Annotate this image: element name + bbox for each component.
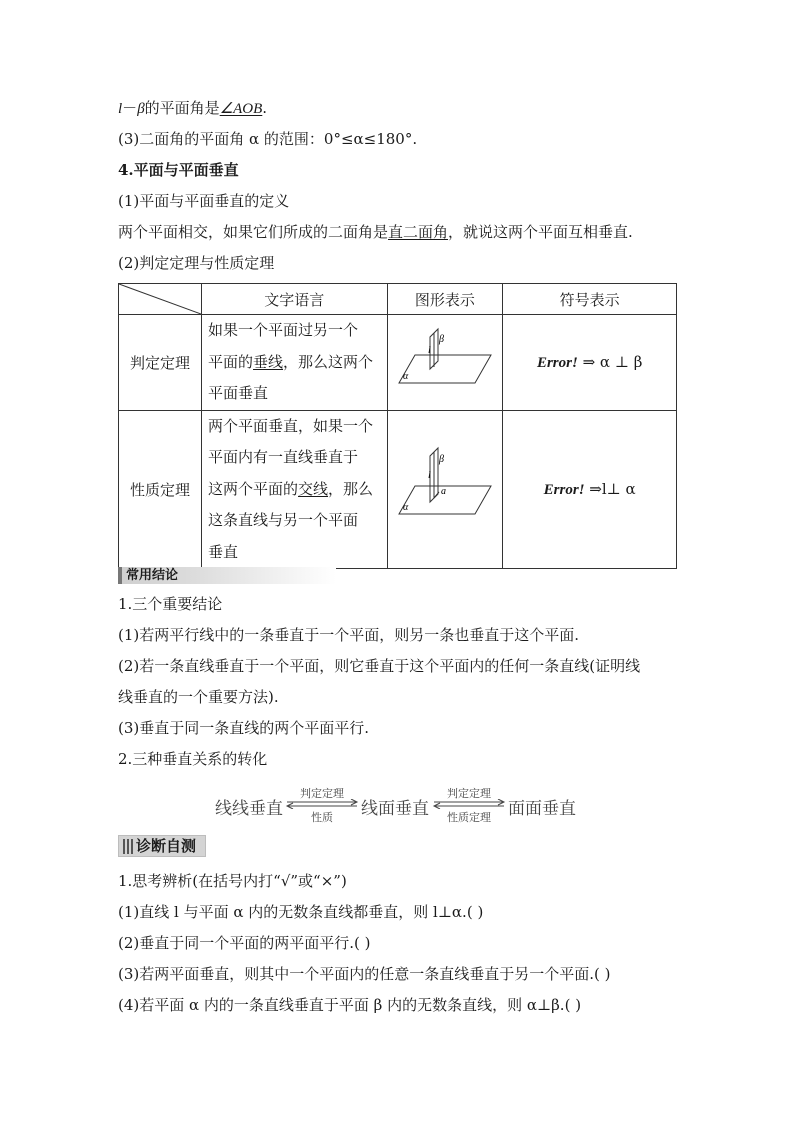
criterion-symbol: [503, 315, 677, 411]
conclusions-heading-2: 2.三种垂直关系的转化: [118, 750, 268, 768]
diagnostic-test-bar: [118, 835, 206, 857]
text-line: 平面内有一直线垂直于: [208, 448, 359, 466]
question-4: (4)若平面 α 内的一条直线垂直于平面 β 内的无数条直线，则 α⊥β.( ): [118, 996, 582, 1014]
fig-label: l: [427, 345, 431, 357]
question-1: (1)直线 l 与平面 α 内的无数条直线都垂直，则 l⊥α.( ): [118, 903, 484, 921]
conclusion-2b: 线垂直的一个重要方法).: [118, 688, 279, 706]
minus: －: [122, 99, 138, 117]
fig-label: α: [402, 371, 409, 383]
conclusion-1: (1)若两平行线中的一条垂直于一个平面，则另一条也垂直于这个平面.: [118, 626, 580, 644]
text-line: 这条直线与另一个平面: [208, 511, 359, 529]
row-label-criterion: 判定定理: [119, 315, 202, 411]
text-seg: 平面的: [208, 352, 254, 371]
property-symbol: [503, 410, 677, 569]
property-text: [202, 410, 388, 569]
text-line: [208, 347, 381, 379]
criterion-figure: [387, 315, 503, 411]
arrow-1-bottom-label: 性质: [311, 811, 333, 824]
arrow-1-top-label: 判定定理: [300, 787, 344, 800]
question-2: (2)垂直于同一个平面的两平面平行.( ): [118, 934, 371, 952]
corner-cell: [119, 284, 202, 315]
common-conclusions-bar: [118, 567, 336, 584]
perpendicular-conversion-diagram: [215, 785, 595, 825]
table-row: [119, 410, 677, 569]
text-line: 如果一个平面过另一个: [208, 321, 359, 339]
text-line: 两个平面垂直，如果一个: [208, 416, 374, 435]
section-4-title: 4.平面与平面垂直: [118, 161, 239, 179]
property-figure: [387, 410, 503, 569]
criterion-text-block: [202, 315, 387, 410]
perpendicular-planes-line-figure: [395, 442, 495, 532]
intro-text: 的平面角是: [144, 99, 220, 117]
question-3: (3)若两平面垂直，则其中一个平面内的任意一条直线垂直于另一个平面.( ): [118, 965, 611, 983]
arrow-2-top-label: 判定定理: [447, 787, 491, 800]
common-conclusions-label: 常用结论: [126, 568, 179, 583]
intro-line-2: (3)二面角的平面角 α 的范围：0°≤α≤180°.: [118, 130, 418, 148]
text-seg: 这两个平面的: [208, 479, 299, 498]
fig-label: β: [438, 454, 444, 466]
arrow-pair-2: [432, 785, 506, 825]
definition-heading: (1)平面与平面垂直的定义: [118, 192, 290, 210]
key-term: 交线: [298, 479, 329, 498]
definition-text: [118, 222, 633, 242]
arrow-pair-1: [285, 785, 359, 825]
property-text-block: [202, 411, 387, 569]
error-token: Error!: [536, 354, 578, 371]
diagonal-line: [119, 284, 201, 314]
table-header-row: [119, 284, 677, 315]
fig-label: l: [427, 470, 431, 482]
criterion-text: [202, 315, 388, 411]
symbol-expr: ⇒ α ⊥ β: [577, 352, 643, 371]
fig-label: α: [402, 502, 409, 514]
plane-plane-perp: 面面垂直: [508, 799, 576, 819]
fig-label: a: [440, 486, 446, 498]
question-heading: 1.思考辨析(在括号内打“√”或“×”): [118, 872, 347, 890]
theorem-heading: (2)判定定理与性质定理: [118, 254, 275, 272]
bar-accent: [118, 567, 122, 584]
header-symbol: 符号表示: [503, 284, 677, 315]
definition-text-c: ，就说这两个平面互相垂直.: [448, 223, 633, 241]
double-arrow-icon: [432, 799, 506, 809]
var-beta: β: [137, 101, 145, 117]
text-line: 平面垂直: [208, 384, 269, 402]
text-line: 垂直: [208, 542, 239, 561]
angle-aob: ∠AOB: [219, 101, 263, 117]
perpendicular-planes-figure: [395, 325, 495, 395]
bar-stripes: [123, 839, 133, 854]
diagnostic-test-label: 诊断自测: [136, 837, 197, 855]
intro-line-1: [118, 98, 267, 119]
line-line-perp: 线线垂直: [215, 799, 283, 819]
conclusion-2a: (2)若一条直线垂直于一个平面，则它垂直于这个平面内的任何一条直线(证明线: [118, 657, 641, 675]
period: .: [262, 99, 268, 117]
conclusions-heading-1: 1.三个重要结论: [118, 595, 223, 613]
text-seg: ，那么: [328, 479, 374, 498]
var-l: l: [118, 101, 123, 117]
table-row: [119, 315, 677, 411]
conclusion-3: (3)垂直于同一条直线的两个平面平行.: [118, 719, 370, 737]
text-seg: ，那么这两个: [283, 352, 374, 371]
line-plane-perp: 线面垂直: [361, 799, 429, 819]
double-arrow-icon: [285, 799, 359, 809]
theorem-table: [118, 283, 677, 569]
key-term: 垂线: [253, 352, 284, 371]
definition-text-a: 两个平面相交，如果它们所成的二面角是: [118, 223, 389, 241]
symbol-expr: ⇒l⊥ α: [584, 479, 636, 498]
error-token: Error!: [543, 481, 585, 498]
text-line: [208, 474, 381, 506]
header-text-language: 文字语言: [202, 284, 388, 315]
fig-label: β: [438, 334, 444, 346]
arrow-2-bottom-label: 性质定理: [447, 811, 491, 824]
row-label-property: 性质定理: [119, 410, 202, 569]
header-figure: 图形表示: [387, 284, 503, 315]
definition-key-term: 直二面角: [388, 223, 449, 241]
